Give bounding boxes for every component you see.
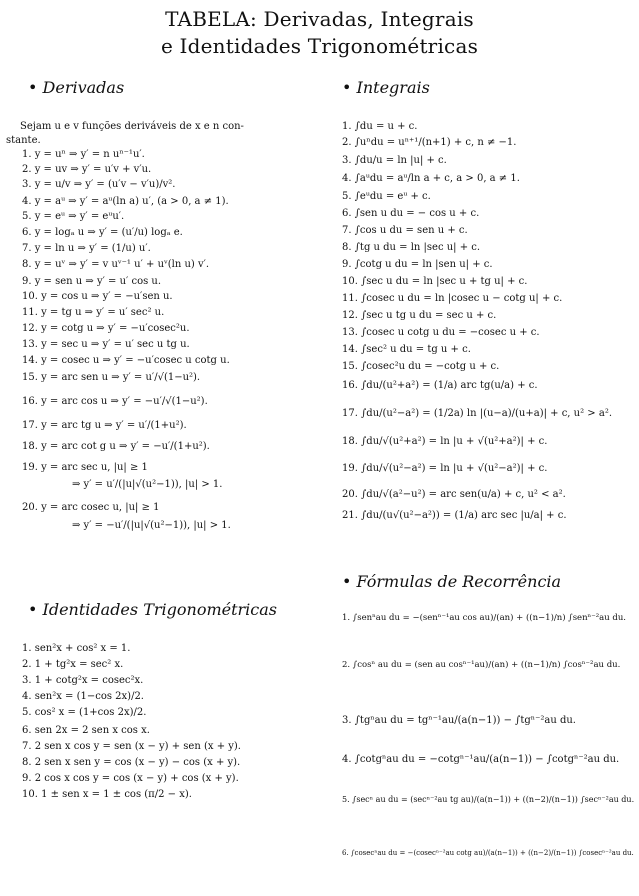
derivada-20-result: ⇒ y′ = −u′/(|u|√(u²−1)), |u| > 1. bbox=[72, 520, 231, 531]
derivada-7: 7. y = ln u ⇒ y′ = (1/u) u′. bbox=[22, 243, 151, 254]
identidade-1: 1. sen²x + cos² x = 1. bbox=[22, 643, 131, 654]
recorrencia-2: 2. ∫cosⁿ au du = (sen au cosⁿ⁻¹au)/(an) + ((n−1)/n) ∫cosⁿ⁻²au du. bbox=[342, 660, 621, 670]
integral-18: 18. ∫du/√(u²+a²) = ln |u + √(u²+a²)| + c. bbox=[342, 436, 548, 447]
integral-15: 15. ∫cosec²u du = −cotg u + c. bbox=[342, 361, 500, 372]
recorrencia-3: 3. ∫tgⁿau du = tgⁿ⁻¹au/(a(n−1)) − ∫tgⁿ⁻²au du. bbox=[342, 715, 576, 726]
recorrencia-5: 5. ∫secⁿ au du = (secⁿ⁻²au tg au)/(a(n−1)) + ((n−2)/(n−1)) ∫secⁿ⁻²au du. bbox=[342, 795, 635, 804]
identidades-heading: • Identidades Trigonométricas bbox=[28, 600, 277, 619]
derivadas-heading: • Derivadas bbox=[28, 78, 125, 97]
derivada-19: 19. y = arc sec u, |u| ≥ 1 bbox=[22, 462, 148, 473]
derivada-5: 5. y = eᵘ ⇒ y′ = eᵘu′. bbox=[22, 211, 125, 222]
integral-19: 19. ∫du/√(u²−a²) = ln |u + √(u²−a²)| + c. bbox=[342, 463, 548, 474]
derivada-20: 20. y = arc cosec u, |u| ≥ 1 bbox=[22, 502, 160, 513]
identidade-10: 10. 1 ± sen x = 1 ± cos (π/2 − x). bbox=[22, 789, 192, 800]
identidade-8: 8. 2 sen x sen y = cos (x − y) − cos (x + y). bbox=[22, 757, 241, 768]
derivada-3: 3. y = u/v ⇒ y′ = (u′v − v′u)/v². bbox=[22, 179, 176, 190]
integral-20: 20. ∫du/√(a²−u²) = arc sen(u/a) + c, u² < a². bbox=[342, 489, 566, 500]
integral-10: 10. ∫sec u du = ln |sec u + tg u| + c. bbox=[342, 276, 528, 287]
integral-4: 4. ∫aᵘdu = aᵘ/ln a + c, a > 0, a ≠ 1. bbox=[342, 173, 520, 184]
recorrencia-heading: • Fórmulas de Recorrência bbox=[342, 572, 562, 591]
integral-13: 13. ∫cosec u cotg u du = −cosec u + c. bbox=[342, 327, 540, 338]
integral-1: 1. ∫du = u + c. bbox=[342, 121, 418, 132]
derivada-14: 14. y = cosec u ⇒ y′ = −u′cosec u cotg u. bbox=[22, 355, 230, 366]
title-line-2: e Identidades Trigonométricas bbox=[160, 34, 479, 58]
integral-7: 7. ∫cos u du = sen u + c. bbox=[342, 225, 468, 236]
integral-16: 16. ∫du/(u²+a²) = (1/a) arc tg(u/a) + c. bbox=[342, 380, 538, 391]
derivada-18: 18. y = arc cot g u ⇒ y′ = −u′/(1+u²). bbox=[22, 441, 210, 452]
integral-14: 14. ∫sec² u du = tg u + c. bbox=[342, 344, 471, 355]
identidade-3: 3. 1 + cotg²x = cosec²x. bbox=[22, 675, 144, 686]
derivada-19-result: ⇒ y′ = u′/(|u|√(u²−1)), |u| > 1. bbox=[72, 479, 223, 490]
derivada-4: 4. y = aᵘ ⇒ y′ = aᵘ(ln a) u′, (a > 0, a ≠ 1). bbox=[22, 196, 229, 207]
derivada-6: 6. y = logₐ u ⇒ y′ = (u′/u) logₐ e. bbox=[22, 227, 183, 238]
identidade-2: 2. 1 + tg²x = sec² x. bbox=[22, 659, 124, 670]
integral-12: 12. ∫sec u tg u du = sec u + c. bbox=[342, 310, 497, 321]
derivada-2: 2. y = uv ⇒ y′ = u′v + v′u. bbox=[22, 164, 152, 175]
integrais-heading: • Integrais bbox=[342, 78, 430, 97]
integral-8: 8. ∫tg u du = ln |sec u| + c. bbox=[342, 242, 481, 253]
integral-17: 17. ∫du/(u²−a²) = (1/2a) ln |(u−a)/(u+a)| + c, u² > a². bbox=[342, 408, 612, 419]
integral-9: 9. ∫cotg u du = ln |sen u| + c. bbox=[342, 259, 493, 270]
integral-21: 21. ∫du/(u√(u²−a²)) = (1/a) arc sec |u/a| + c. bbox=[342, 510, 567, 521]
identidade-4: 4. sen²x = (1−cos 2x)/2. bbox=[22, 691, 144, 702]
derivadas-intro-2: stante. bbox=[6, 135, 41, 146]
identidade-5: 5. cos² x = (1+cos 2x)/2. bbox=[22, 707, 147, 718]
title-line-1: TABELA: Derivadas, Integrais bbox=[165, 7, 474, 31]
recorrencia-1: 1. ∫senⁿau du = −(senⁿ⁻¹au cos au)/(an) + ((n−1)/n) ∫senⁿ⁻²au du. bbox=[342, 613, 626, 623]
integral-3: 3. ∫du/u = ln |u| + c. bbox=[342, 155, 447, 166]
derivada-8: 8. y = uᵛ ⇒ y′ = v uᵛ⁻¹ u′ + uᵛ(ln u) v′. bbox=[22, 259, 210, 270]
derivada-17: 17. y = arc tg u ⇒ y′ = u′/(1+u²). bbox=[22, 420, 187, 431]
derivada-15: 15. y = arc sen u ⇒ y′ = u′/√(1−u²). bbox=[22, 372, 201, 383]
recorrencia-4: 4. ∫cotgⁿau du = −cotgⁿ⁻¹au/(a(n−1)) − ∫cotgⁿ⁻²au du. bbox=[342, 754, 620, 765]
integral-6: 6. ∫sen u du = − cos u + c. bbox=[342, 208, 480, 219]
identidade-9: 9. 2 cos x cos y = cos (x − y) + cos (x + y). bbox=[22, 773, 239, 784]
derivada-16: 16. y = arc cos u ⇒ y′ = −u′/√(1−u²). bbox=[22, 396, 208, 407]
integral-11: 11. ∫cosec u du = ln |cosec u − cotg u| + c. bbox=[342, 293, 563, 304]
derivadas-intro-1: Sejam u e v funções deriváveis de x e n con- bbox=[20, 121, 244, 132]
identidade-6: 6. sen 2x = 2 sen x cos x. bbox=[22, 725, 150, 736]
recorrencia-6: 6. ∫cosecⁿau du = −(cosecⁿ⁻²au cotg au)/(a(n−1)) + ((n−2)/(n−1)) ∫cosecⁿ⁻²au du. bbox=[342, 849, 634, 857]
derivada-1: 1. y = uⁿ ⇒ y′ = n uⁿ⁻¹u′. bbox=[22, 149, 145, 160]
identidade-7: 7. 2 sen x cos y = sen (x − y) + sen (x + y). bbox=[22, 741, 241, 752]
derivada-12: 12. y = cotg u ⇒ y′ = −u′cosec²u. bbox=[22, 323, 190, 334]
integral-5: 5. ∫eᵘdu = eᵘ + c. bbox=[342, 191, 431, 202]
derivada-10: 10. y = cos u ⇒ y′ = −u′sen u. bbox=[22, 291, 173, 302]
derivada-9: 9. y = sen u ⇒ y′ = u′ cos u. bbox=[22, 276, 162, 287]
page-title bbox=[0, 6, 639, 60]
derivada-11: 11. y = tg u ⇒ y′ = u′ sec² u. bbox=[22, 307, 165, 318]
integral-2: 2. ∫uⁿdu = uⁿ⁺¹/(n+1) + c, n ≠ −1. bbox=[342, 137, 517, 148]
derivada-13: 13. y = sec u ⇒ y′ = u′ sec u tg u. bbox=[22, 339, 190, 350]
